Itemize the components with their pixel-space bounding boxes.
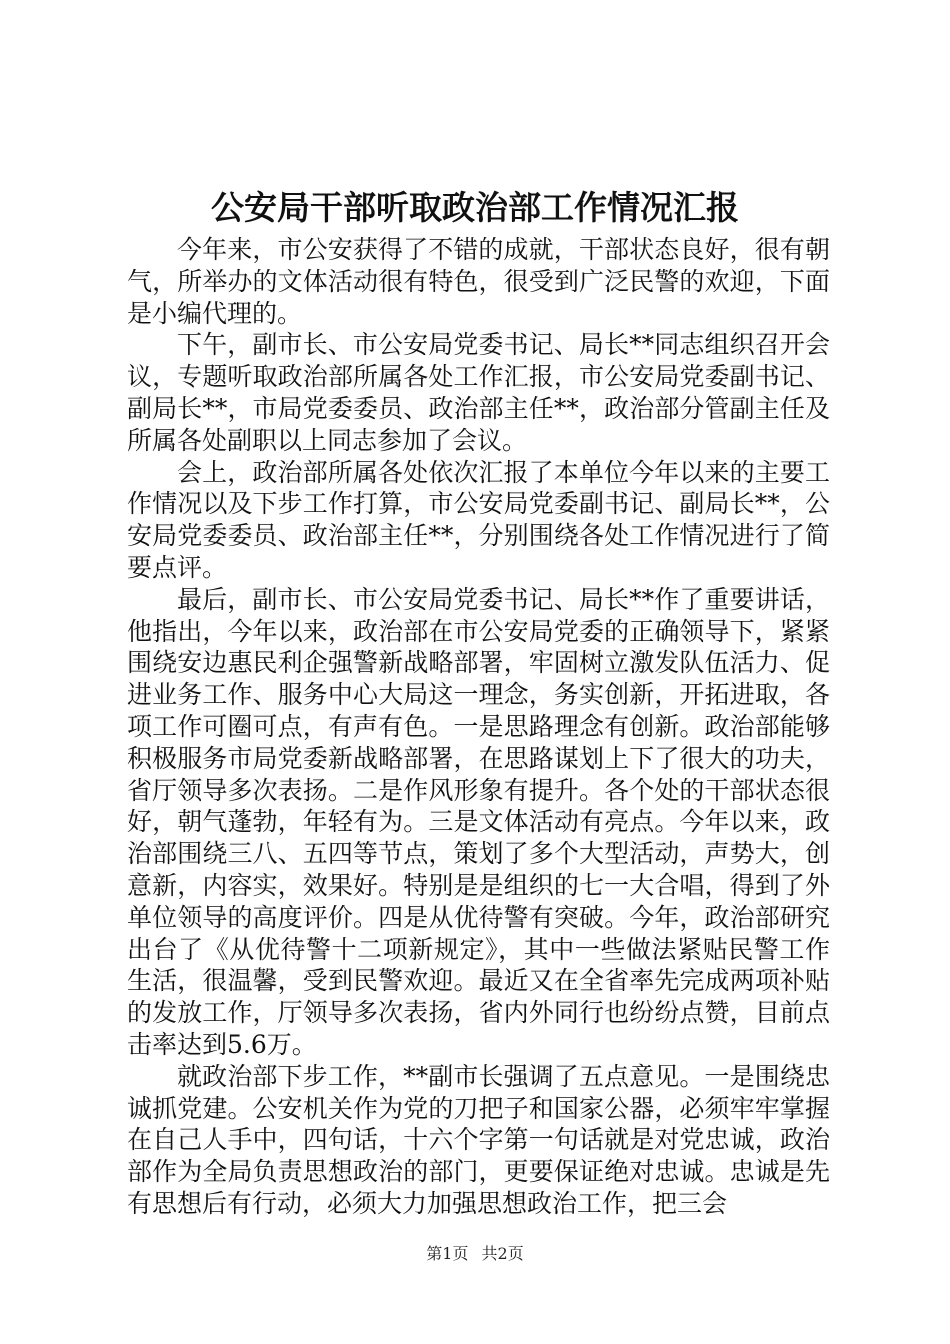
page-number-current: 第1页 [426, 1244, 469, 1263]
paragraph-intro: 今年来，市公安获得了不错的成就，干部状态良好，很有朝气，所举办的文体活动很有特色，很受到广泛民警的欢迎，下面是小编代理的。 [127, 235, 830, 328]
paragraph-meeting: 下午，副市长、市公安局党委书记、局长**同志组织召开会议，专题听取政治部所属各处工作汇报，市公安局党委副书记、副局长**，市局党委委员、政治部主任**，政治部分管副主任及所属各处副职以上同志参加了会议。 [127, 330, 830, 455]
paragraph-speech: 最后，副市长、市公安局党委书记、局长**作了重要讲话，他指出，今年以来，政治部在市公安局党委的正确领导下，紧紧围绕安边惠民利企强警新战略部署，牢固树立激发队伍活力、促进业务工作、服务中心大局这一理念，务实创新，开拓进取，各项工作可圈可点，有声有色。一是思路理念有创新。政治部能够积极服务市局党委新战略部署，在思路谋划上下了很大的功夫，省厅领导多次表扬。二是作风形象有提升。各个处的干部状态很好，朝气蓬勃，年轻有为。三是文体活动有亮点。今年以来，政治部围绕三八、五四等节点，策划了多个大型活动，声势大，创意新，内容实，效果好。特别是是组织的七一大合唱，得到了外单位领导的高度评价。四是从优待警有突破。今年，政治部研究出台了《从优待警十二项新规定》，其中一些做法紧贴民警工作生活，很温馨，受到民警欢迎。最近又在全省率先完成两项补贴的发放工作，厅领导多次表扬，省内外同行也纷纷点赞，目前点击率达到5.6万。 [127, 584, 830, 1059]
document-body [127, 234, 830, 1220]
page-footer [0, 1244, 950, 1264]
page-number-total: 共2页 [481, 1244, 524, 1263]
page-title: 公安局干部听取政治部工作情况汇报 [211, 188, 739, 227]
paragraph-next-steps: 就政治部下步工作，**副市长强调了五点意见。一是围绕忠诚抓党建。公安机关作为党的刀把子和国家公器，必须牢牢掌握在自己人手中，四句话，十六个字第一句话就是对党忠诚，政治部作为全局负责思想政治的部门，更要保证绝对忠诚。忠诚是先有思想后有行动，必须大力加强思想政治工作，把三会 [127, 1061, 830, 1218]
paragraph-reports: 会上，政治部所属各处依次汇报了本单位今年以来的主要工作情况以及下步工作打算，市公安局党委副书记、副局长**，公安局党委委员、政治部主任**，分别围绕各处工作情况进行了简要点评。 [127, 457, 830, 582]
